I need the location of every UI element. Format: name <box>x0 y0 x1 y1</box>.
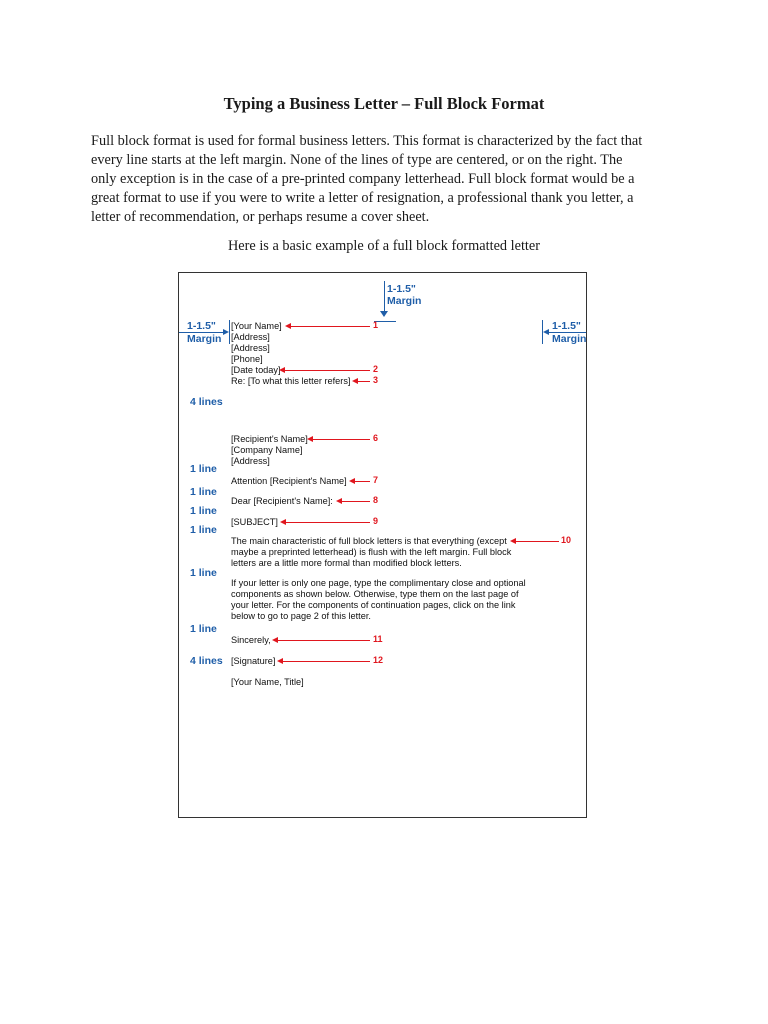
letter-closing: Sincerely, <box>231 635 271 645</box>
callout-arrow <box>290 326 370 327</box>
letter-reference: Re: [To what this letter refers] <box>231 376 351 386</box>
letter-subject: [SUBJECT] <box>231 517 278 527</box>
callout-number: 6 <box>373 433 379 443</box>
left-margin-value: 1-1.5" <box>187 320 216 332</box>
letter-body-line: maybe a preprinted letterhead) is flush with the left margin. Full block <box>231 547 512 557</box>
letter-body-line: below to go to page 2 of this letter. <box>231 611 371 621</box>
letter-recipient-name: [Recipient's Name] <box>231 434 308 444</box>
intro-line: letter of recommendation, or perhaps resume a cover sheet. <box>91 209 430 225</box>
callout-arrow <box>341 501 370 502</box>
right-margin-label: Margin <box>552 333 587 345</box>
callout-arrow <box>354 481 370 482</box>
callout-number: 12 <box>373 655 384 665</box>
letter-body-line: If your letter is only one page, type the complimentary close and optional <box>231 578 526 588</box>
spacing-label: 1 line <box>190 486 217 498</box>
callout-arrow <box>284 370 370 371</box>
letter-salutation: Dear [Recipient's Name]: <box>231 496 333 506</box>
intro-line: great format to use if you were to write a letter of resignation, a professional thank you letter, a <box>91 190 634 206</box>
spacing-label: 1 line <box>190 463 217 475</box>
callout-arrow <box>357 381 370 382</box>
letter-phone: [Phone] <box>231 354 263 364</box>
letter-your-name: [Your Name] <box>231 321 282 331</box>
left-margin-tick <box>229 320 230 344</box>
right-margin-value: 1-1.5" <box>552 320 581 332</box>
callout-number: 7 <box>373 475 379 485</box>
callout-arrow <box>282 661 370 662</box>
letter-body-line: your letter. For the components of continuation pages, click on the link <box>231 600 516 610</box>
letter-diagram <box>178 272 587 818</box>
letter-body-line: letters are a little more formal than modified block letters. <box>231 558 462 568</box>
callout-arrow <box>277 640 370 641</box>
spacing-label: 4 lines <box>190 396 223 408</box>
callout-arrow <box>285 522 370 523</box>
letter-address: [Address] <box>231 332 270 342</box>
callout-number: 2 <box>373 364 379 374</box>
spacing-label: 4 lines <box>190 655 223 667</box>
callout-number: 11 <box>373 634 383 644</box>
left-margin-label: Margin <box>187 333 222 345</box>
top-margin-line <box>384 281 385 313</box>
intro-line: only exception is in the case of a pre-printed company letterhead. Full block format would be a <box>91 171 635 187</box>
letter-recipient-address: [Address] <box>231 456 270 466</box>
callout-number: 10 <box>561 535 572 545</box>
spacing-label: 1 line <box>190 567 217 579</box>
letter-body-line: The main characteristic of full block letters is that everything (except <box>231 536 507 546</box>
intro-paragraph <box>91 132 691 227</box>
callout-number: 9 <box>373 516 379 526</box>
figure-caption: Here is a basic example of a full block formatted letter <box>227 238 541 254</box>
letter-address: [Address] <box>231 343 270 353</box>
letter-body-line: components as shown below. Otherwise, type them on the last page of <box>231 589 519 599</box>
document-title: Typing a Business Letter – Full Block Format <box>223 94 545 113</box>
callout-number: 3 <box>373 375 379 385</box>
letter-name-title: [Your Name, Title] <box>231 677 304 687</box>
top-margin-value: 1-1.5" <box>387 283 416 295</box>
left-margin-line <box>179 332 224 333</box>
intro-line: Full block format is used for formal business letters. This format is characterized by the fact that <box>91 133 643 149</box>
letter-attention: Attention [Recipient's Name] <box>231 476 347 486</box>
callout-arrow <box>515 541 559 542</box>
letter-company-name: [Company Name] <box>231 445 303 455</box>
spacing-label: 1 line <box>190 623 217 635</box>
letter-date: [Date today] <box>231 365 281 375</box>
top-margin-label: Margin <box>387 295 422 307</box>
spacing-label: 1 line <box>190 505 217 517</box>
right-margin-line <box>549 332 586 333</box>
callout-arrow <box>312 439 370 440</box>
letter-signature: [Signature] <box>231 656 276 666</box>
callout-number: 8 <box>373 495 379 505</box>
down-arrow-icon <box>380 311 388 317</box>
spacing-label: 1 line <box>190 524 217 536</box>
callout-number: 1 <box>373 320 379 330</box>
intro-line: every line starts at the left margin. None of the lines of type are centered, or on the right. The <box>91 152 623 168</box>
